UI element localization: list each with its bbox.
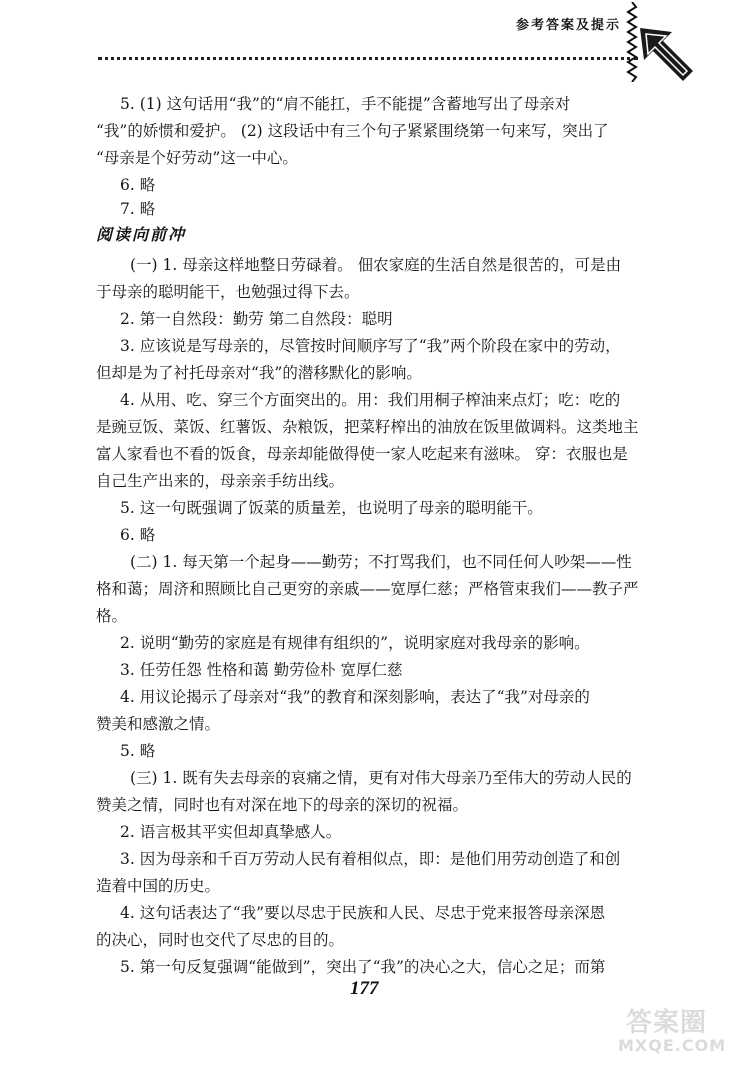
text-line: 4. 用议论揭示了母亲对“我”的教育和深刻影响，表达了“我”对母亲的 (120, 688, 590, 706)
text-line: 3. 应该说是写母亲的，尽管按时间顺序写了“我”两个阶段在家中的劳动， (120, 337, 621, 355)
text-line: 但却是为了衬托母亲对“我”的潜移默化的影响。 (96, 364, 422, 382)
text-line: 格和蔼；周济和照顾比自己更穷的亲戚——宽厚仁慈；严格管束我们——教子严 (96, 580, 639, 598)
header-dotted-rule (98, 57, 638, 60)
text-line: 4. 这句话表达了“我”要以尽忠于民族和人民、尽忠于党来报答母亲深恩 (120, 904, 606, 922)
arrow-up-left-icon (638, 26, 696, 84)
text-line: 5. 略 (120, 742, 156, 760)
text-line: 6. 略 (120, 176, 156, 194)
text-line: 造着中国的历史。 (96, 877, 221, 895)
text-line: 赞美之情，同时也有对深在地下的母亲的深切的祝福。 (96, 796, 469, 814)
text-line: (二) 1. 每天第一个起身——勤劳；不打骂我们，也不同任何人吵架——性 (130, 553, 632, 571)
text-line: 赞美和感激之情。 (96, 715, 221, 733)
text-line: 5. (1) 这句话用“我”的“肩不能扛，手不能提”含蓄地写出了母亲对 (120, 95, 571, 113)
text-line: (一) 1. 母亲这样地整日劳碌着。 佃农家庭的生活自然是很苦的，可是由 (130, 256, 622, 274)
page-number: 177 (350, 978, 379, 999)
text-line: 2. 语言极其平实但却真挚感人。 (120, 823, 342, 841)
text-line: 2. 说明“勤劳的家庭是有规律有组织的”，说明家庭对我母亲的影响。 (120, 634, 590, 652)
zigzag-decoration-icon (626, 2, 638, 82)
watermark (616, 1002, 746, 1062)
text-line: 是豌豆饭、菜饭、红薯饭、杂粮饭，把菜籽榨出的油放在饭里做调料。这类地主 (96, 418, 639, 436)
text-line: 7. 略 (120, 200, 156, 218)
text-line: 富人家看也不看的饭食，母亲却能做得使一家人吃起来有滋味。 穿：衣服也是 (96, 445, 628, 463)
watermark-brand: 答案圈 (626, 1008, 708, 1038)
text-line: (三) 1. 既有失去母亲的哀痛之情，更有对伟大母亲乃至伟大的劳动人民的 (130, 769, 632, 787)
text-line: 5. 第一句反复强调“能做到”，突出了“我”的决心之大，信心之足；而第 (120, 958, 606, 976)
text-line: “我”的娇惯和爱护。 (2) 这段话中有三个句子紧紧围绕第一句来写，突出了 (96, 122, 609, 140)
text-line: 5. 这一句既强调了饭菜的质量差，也说明了母亲的聪明能干。 (120, 499, 543, 517)
watermark-url: MXQE.COM (618, 1036, 727, 1055)
text-line: 自己生产出来的，母亲亲手纺出线。 (96, 472, 345, 490)
section-heading: 阅读向前冲 (96, 225, 187, 244)
text-line: 3. 任劳任怨 性格和蔼 勤劳俭朴 宽厚仁慈 (120, 661, 403, 679)
header-title: 参考答案及提示 (516, 18, 622, 33)
text-line: “母亲是个好劳动”这一中心。 (96, 149, 298, 167)
text-line: 3. 因为母亲和千百万劳动人民有着相似点，即：是他们用劳动创造了和创 (120, 850, 621, 868)
text-line: 的决心，同时也交代了尽忠的目的。 (96, 931, 345, 949)
text-line: 4. 从用、吃、穿三个方面突出的。用：我们用桐子榨油来点灯；吃：吃的 (120, 391, 621, 409)
text-line: 6. 略 (120, 526, 156, 544)
text-line: 格。 (96, 607, 128, 625)
text-line: 于母亲的聪明能干，也勉强过得下去。 (96, 283, 360, 301)
text-line: 2. 第一自然段：勤劳 第二自然段：聪明 (120, 310, 393, 328)
